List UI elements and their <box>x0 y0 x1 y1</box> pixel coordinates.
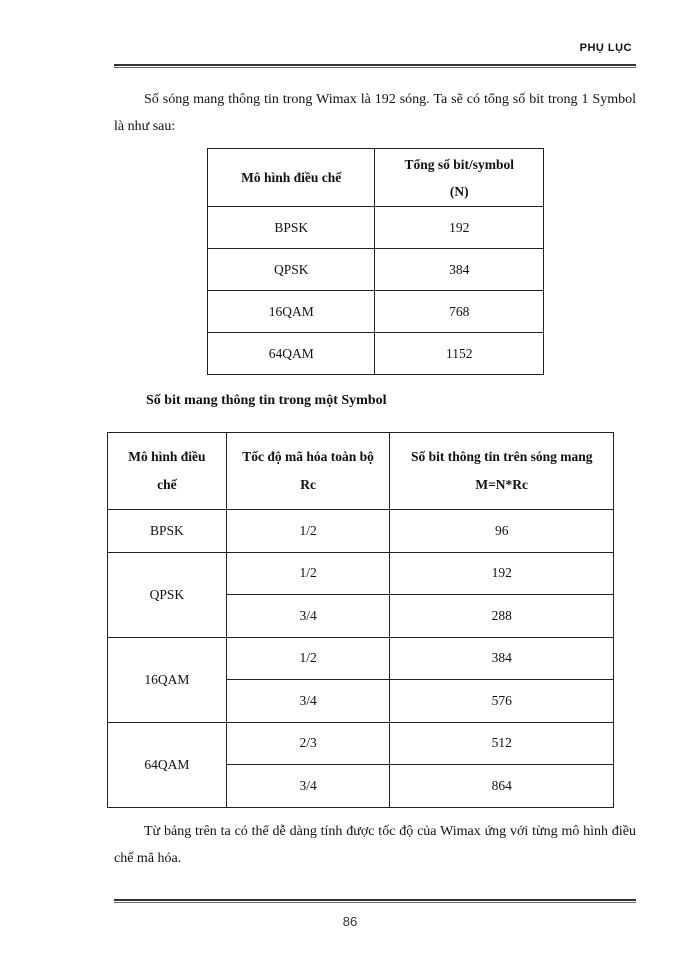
cell-modulation: 16QAM <box>108 637 227 722</box>
table-header-row <box>108 433 614 510</box>
cell-modulation: 16QAM <box>208 291 375 333</box>
cell-modulation: BPSK <box>108 510 227 553</box>
header-coding-rate <box>226 433 390 510</box>
header-info-bits <box>390 433 614 510</box>
header-total-bits-line2: (N) <box>449 183 469 199</box>
info-bits-table <box>107 432 614 808</box>
cell-rate: 1/2 <box>226 552 390 595</box>
cell-bits: 96 <box>390 510 614 553</box>
cell-modulation: 64QAM <box>208 333 375 375</box>
header-total-bits <box>375 149 544 207</box>
header-coding-rate-line2: Rc <box>300 477 316 492</box>
table-row <box>108 722 614 765</box>
table-row <box>208 333 544 375</box>
header-info-bits-line1: Số bit thông tin trên sóng mang <box>410 449 593 464</box>
header-info-bits-line2: M=N*Rc <box>475 477 529 492</box>
header-title: PHỤ LỤC <box>579 42 632 54</box>
closing-text: Từ bảng trên ta có thể dễ dàng tính được tốc độ của Wimax ứng với từng mô hình điều chế mã hóa. <box>114 824 636 866</box>
cell-rate: 1/2 <box>226 510 390 553</box>
cell-modulation: QPSK <box>208 249 375 291</box>
cell-rate: 3/4 <box>226 595 390 638</box>
header-modulation: Mô hình điều chế <box>208 149 375 207</box>
cell-bits: 576 <box>390 680 614 723</box>
header-modulation <box>108 433 227 510</box>
table-row <box>108 552 614 595</box>
header-rule <box>114 64 636 68</box>
cell-bits: 768 <box>375 291 544 333</box>
cell-bits: 384 <box>375 249 544 291</box>
cell-bits: 512 <box>390 722 614 765</box>
cell-rate: 3/4 <box>226 680 390 723</box>
header-total-bits-line1: Tổng số bit/symbol <box>404 156 514 172</box>
cell-bits: 288 <box>390 595 614 638</box>
header-coding-rate-line1: Tốc độ mã hóa toàn bộ <box>242 449 374 464</box>
table-row <box>108 637 614 680</box>
table-header-row <box>208 149 544 207</box>
cell-bits: 1152 <box>375 333 544 375</box>
closing-paragraph <box>114 818 636 872</box>
table-row <box>108 510 614 553</box>
cell-bits: 192 <box>390 552 614 595</box>
cell-rate: 3/4 <box>226 765 390 808</box>
intro-text: Số sóng mang thông tin trong Wimax là 192 sóng. Ta sẽ có tổng số bit trong 1 Symbol là như sau: <box>114 92 636 134</box>
cell-bits: 384 <box>390 637 614 680</box>
footer-rule <box>114 899 636 903</box>
page-number: 86 <box>342 914 358 929</box>
table-row <box>208 291 544 333</box>
intro-paragraph <box>114 86 636 140</box>
table-row <box>208 207 544 249</box>
header-modulation-line2: chế <box>157 477 177 492</box>
cell-rate: 2/3 <box>226 722 390 765</box>
cell-rate: 1/2 <box>226 637 390 680</box>
header-modulation-line1: Mô hình điều <box>128 449 206 464</box>
bits-per-symbol-table <box>207 148 544 375</box>
cell-modulation: BPSK <box>208 207 375 249</box>
table2-caption: Số bit mang thông tin trong một Symbol <box>146 393 387 408</box>
cell-modulation: QPSK <box>108 552 227 637</box>
cell-modulation: 64QAM <box>108 722 227 807</box>
cell-bits: 192 <box>375 207 544 249</box>
cell-bits: 864 <box>390 765 614 808</box>
table-row <box>208 249 544 291</box>
